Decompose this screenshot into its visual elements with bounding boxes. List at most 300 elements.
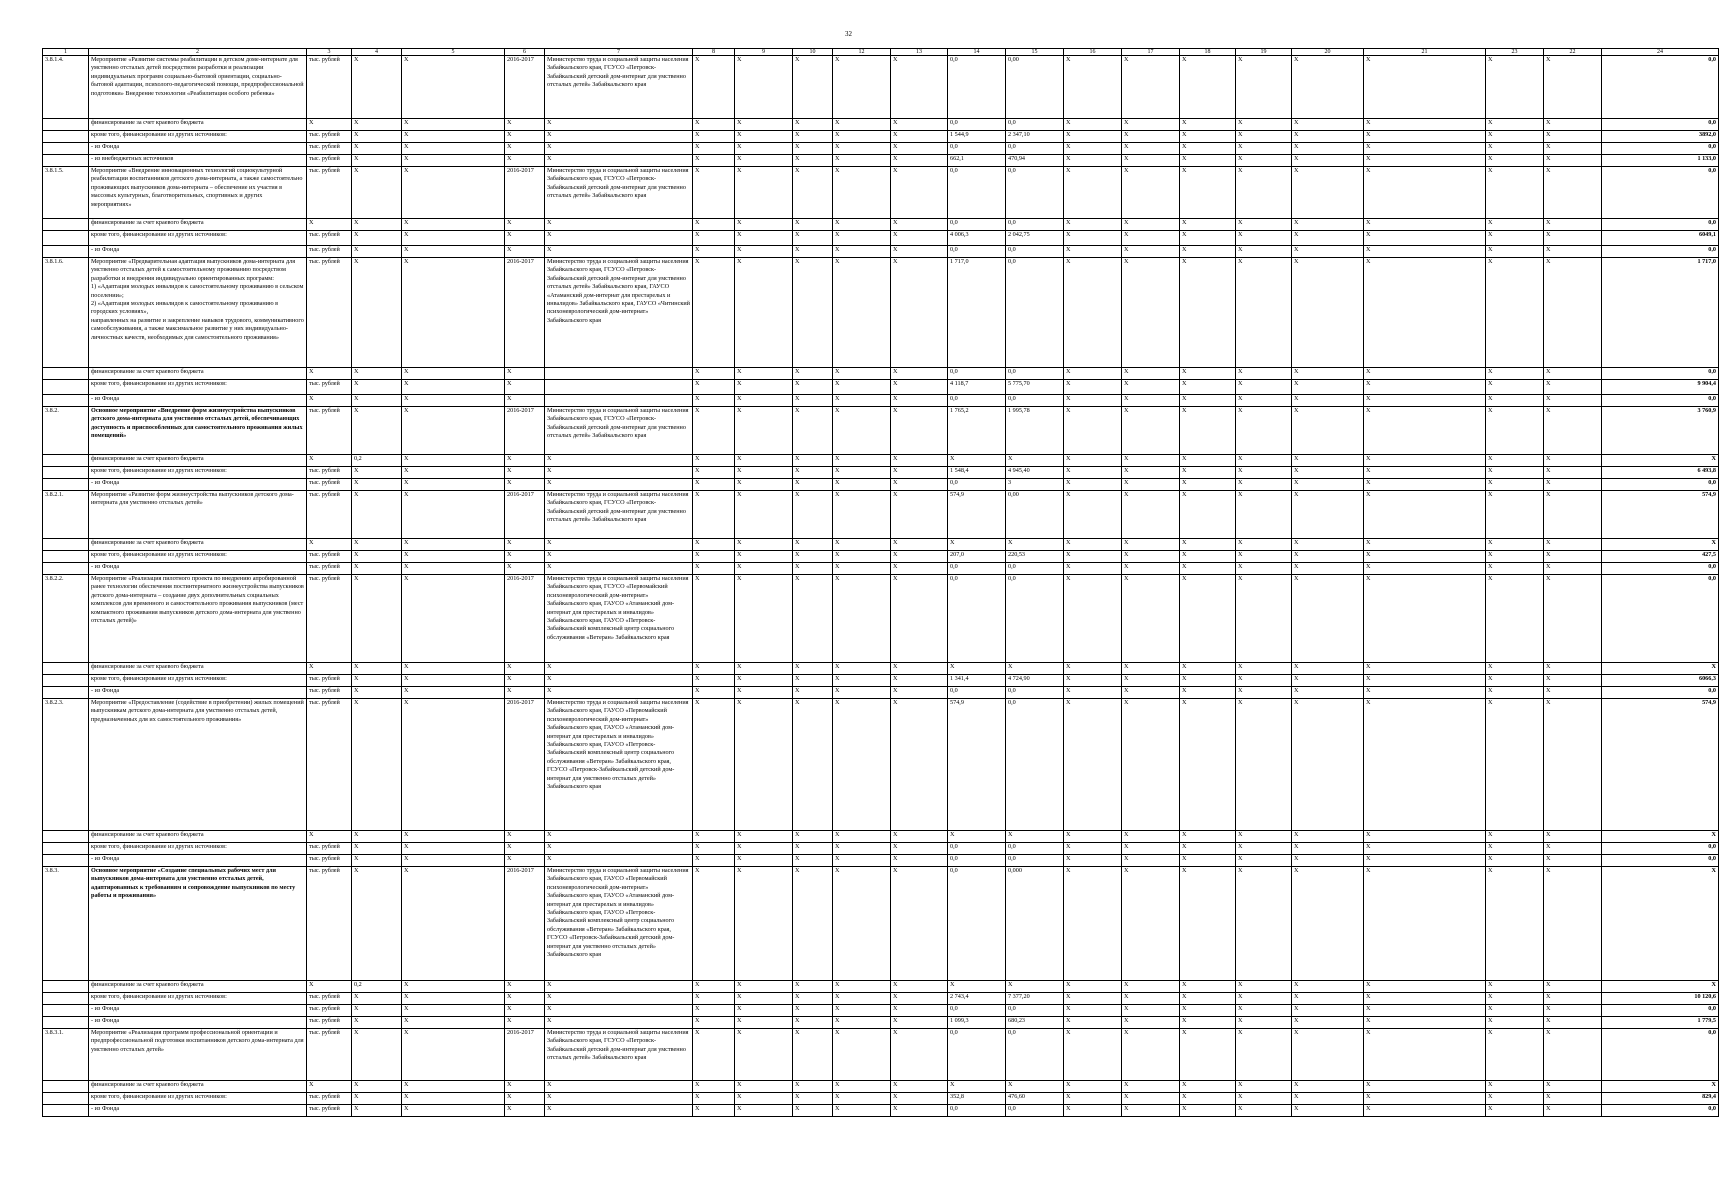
table-cell: 2 347,10 [1006,131,1064,143]
table-cell: 0,0 [948,167,1006,219]
table-cell: X [545,1017,693,1029]
row-total: 829,4 [1602,1093,1719,1105]
table-cell: X [1236,155,1292,167]
table-cell: X [1364,993,1486,1005]
row-description: финансирование за счет краевого бюджета [89,219,307,231]
table-cell: X [693,867,735,981]
table-cell: X [1486,258,1544,368]
table-cell: Министерство труда и социальной защиты населения Забайкальского края, ГСУСО «Первомайский психоневрологический дом-интернат» Забайкальского края, ГАУСО «Атаманский дом-интернат для престарелых и инвалидов» Забайкальского края, ГАУСО «Петровск-Забайкальский комплексный центр социального обслуживания «Ветеран» Забайкальского края [545,575,693,663]
table-cell: X [402,380,505,395]
column-number: 24 [1602,49,1719,56]
table-cell: тыс. рублей [307,246,352,258]
table-cell: X [1364,155,1486,167]
table-cell: X [693,1005,735,1017]
table-row [43,467,1719,479]
table-cell: 0,0 [948,855,1006,867]
table-cell: 1 717,0 [948,258,1006,368]
table-cell: 0,0 [948,395,1006,407]
table-cell: X [1544,1005,1602,1017]
table-cell: X [793,1093,833,1105]
funding-table [42,48,1719,1117]
table-cell: X [1364,246,1486,258]
table-cell: X [402,1093,505,1105]
table-cell: X [505,993,545,1005]
table-cell: X [1064,867,1122,981]
table-cell: X [1486,1005,1544,1017]
table-cell: X [1364,467,1486,479]
table-cell: X [793,143,833,155]
table-cell: тыс. рублей [307,467,352,479]
table-cell: X [1486,491,1544,539]
table-cell: X [307,981,352,993]
table-cell: X [505,231,545,246]
table-cell: X [891,258,948,368]
table-cell: тыс. рублей [307,155,352,167]
row-code: 3.8.2. [43,407,89,455]
table-cell: X [735,575,793,663]
table-cell: X [833,368,891,380]
table-cell: X [948,539,1006,551]
table-cell: X [1122,131,1180,143]
table-cell: X [833,663,891,675]
table-cell: X [735,219,793,231]
column-number: 20 [1292,49,1364,56]
table-cell: X [505,1005,545,1017]
table-cell: X [1292,395,1364,407]
table-row [43,1081,1719,1093]
table-cell: тыс. рублей [307,843,352,855]
table-cell: X [1544,143,1602,155]
table-cell: 662,1 [948,155,1006,167]
row-total: X [1602,831,1719,843]
table-cell: X [352,551,402,563]
table-cell: X [1364,831,1486,843]
table-cell: X [693,131,735,143]
table-cell: X [1486,131,1544,143]
table-cell: X [1064,395,1122,407]
table-cell: X [1292,119,1364,131]
table-cell: X [693,119,735,131]
table-cell: тыс. рублей [307,1005,352,1017]
row-total: 0,0 [1602,119,1719,131]
table-cell: 0,0 [948,1105,1006,1117]
table-cell: X [1064,56,1122,119]
table-cell: X [1364,455,1486,467]
table-cell: X [793,131,833,143]
table-cell: X [891,231,948,246]
table-cell: X [1364,368,1486,380]
table-cell: X [793,687,833,699]
table-cell: X [1122,479,1180,491]
table-cell: X [352,143,402,155]
row-total: 574,9 [1602,699,1719,831]
table-cell: X [1236,831,1292,843]
table-cell: X [735,407,793,455]
table-cell: X [1364,1005,1486,1017]
table-cell: X [891,843,948,855]
table-cell: 220,53 [1006,551,1064,563]
table-cell: X [1064,231,1122,246]
table-cell: 0,0 [1006,246,1064,258]
row-description: Мероприятие «Реализация программ профессиональной ориентации и предпрофессиональной подготовки воспитанников детского дома-интерната для умственно отсталых детей» [89,1029,307,1081]
table-cell: X [545,1105,693,1117]
table-cell: X [352,663,402,675]
row-description: - из внебюджетных источников [89,155,307,167]
table-cell: тыс. рублей [307,675,352,687]
table-cell: X [793,663,833,675]
table-cell: 2016-2017 [505,56,545,119]
table-cell: X [1180,467,1236,479]
table-cell: X [891,395,948,407]
table-row [43,258,1719,368]
table-cell: X [505,1017,545,1029]
table-cell: X [1364,479,1486,491]
table-cell: X [1486,219,1544,231]
table-cell: X [352,246,402,258]
table-cell: 7 377,20 [1006,993,1064,1005]
table-cell: X [352,1081,402,1093]
table-cell: X [1180,1005,1236,1017]
table-cell: тыс. рублей [307,167,352,219]
table-cell: X [735,1081,793,1093]
table-cell: X [1544,131,1602,143]
row-code [43,551,89,563]
table-cell: X [352,1029,402,1081]
table-cell: X [1122,843,1180,855]
row-code [43,479,89,491]
table-cell: 0,0 [948,1029,1006,1081]
table-cell: X [545,1081,693,1093]
table-cell: тыс. рублей [307,491,352,539]
table-cell: X [1180,368,1236,380]
table-cell: Министерство труда и социальной защиты населения Забайкальского края, ГСУСО «Петровск-Забайкальский детский дом-интернат для умственно отсталых детей» Забайкальского края [545,407,693,455]
table-cell: X [735,675,793,687]
table-row [43,395,1719,407]
row-total: 0,0 [1602,246,1719,258]
table-cell: X [1180,843,1236,855]
table-cell: X [1006,663,1064,675]
table-cell: X [1292,867,1364,981]
table-cell: X [1122,663,1180,675]
table-cell: X [693,56,735,119]
table-cell: 0,0 [1006,1005,1064,1017]
table-cell: X [352,1093,402,1105]
table-cell: X [352,395,402,407]
table-cell: X [1236,131,1292,143]
table-cell: X [402,575,505,663]
table-cell: 0,0 [1006,258,1064,368]
table-cell: X [1180,491,1236,539]
table-cell: X [1292,1017,1364,1029]
table-cell: X [1364,687,1486,699]
table-cell: X [1122,407,1180,455]
row-code [43,143,89,155]
table-cell: X [1486,246,1544,258]
row-code [43,246,89,258]
table-cell: X [1292,539,1364,551]
table-cell: 2016-2017 [505,258,545,368]
row-code [43,855,89,867]
table-cell: X [1122,855,1180,867]
table-cell: X [1122,699,1180,831]
table-cell: X [1544,1105,1602,1117]
table-cell: X [735,143,793,155]
table-cell: X [891,687,948,699]
row-description: финансирование за счет краевого бюджета [89,663,307,675]
table-cell: X [307,663,352,675]
row-total: 0,0 [1602,479,1719,491]
table-cell: X [545,246,693,258]
table-cell: X [833,855,891,867]
table-cell: X [1122,455,1180,467]
table-cell: X [402,981,505,993]
table-cell: 1 548,4 [948,467,1006,479]
table-cell: X [1064,155,1122,167]
table-cell: X [1064,219,1122,231]
table-cell: X [1180,663,1236,675]
table-cell: X [1486,1093,1544,1105]
row-description: кроме того, финансирование из других источников: [89,467,307,479]
row-code [43,843,89,855]
table-cell: X [891,56,948,119]
row-code [43,368,89,380]
table-cell: X [545,479,693,491]
row-total: X [1602,981,1719,993]
table-cell: Министерство труда и социальной защиты населения Забайкальского края, ГСУСО «Петровск-Забайкальский детский дом-интернат для умственно отсталых детей» Забайкальского края, ГАУСО «Атаманский дом-интернат для престарелых и инвалидов» Забайкальского края, ГАУСО «Читинский психоневрологический дом-интернат» Забайкальского края [545,258,693,368]
table-cell: X [891,491,948,539]
row-description: - из Фонда [89,479,307,491]
table-cell: X [793,167,833,219]
table-cell: X [1486,843,1544,855]
table-cell: X [1064,407,1122,455]
table-cell: X [1064,246,1122,258]
table-cell: X [693,380,735,395]
column-number: 17 [1122,49,1180,56]
table-cell: 0,0 [1006,1029,1064,1081]
table-cell: X [352,855,402,867]
table-cell: X [891,993,948,1005]
table-cell: X [793,479,833,491]
table-cell: X [1544,491,1602,539]
table-cell: X [1064,143,1122,155]
table-cell: X [735,867,793,981]
table-cell: X [505,843,545,855]
table-cell: 0,0 [1006,563,1064,575]
table-cell: X [891,1029,948,1081]
table-cell: X [1292,1029,1364,1081]
table-cell: X [1544,539,1602,551]
table-cell: X [833,56,891,119]
table-cell: X [505,479,545,491]
table-cell: X [1064,455,1122,467]
table-cell: X [833,1105,891,1117]
table-cell: X [735,467,793,479]
table-cell: 0,2 [352,981,402,993]
column-number: 9 [735,49,793,56]
table-cell: X [1064,1029,1122,1081]
table-cell: X [793,1029,833,1081]
table-cell: X [693,539,735,551]
table-cell: X [545,155,693,167]
table-cell: X [352,1105,402,1117]
row-code [43,455,89,467]
table-cell: 0,0 [1006,575,1064,663]
table-cell: X [833,575,891,663]
table-cell: Министерство труда и социальной защиты населения Забайкальского края, ГСУСО «Петровск-Забайкальский детский дом-интернат для умственно отсталых детей» Забайкальского края [545,1029,693,1081]
table-cell: X [891,479,948,491]
table-row [43,699,1719,831]
table-cell: X [1544,575,1602,663]
table-cell: X [1486,1081,1544,1093]
table-cell: X [1180,131,1236,143]
table-cell: тыс. рублей [307,131,352,143]
table-cell: X [1236,246,1292,258]
table-cell: 0,0 [1006,119,1064,131]
table-row [43,219,1719,231]
table-cell: X [693,575,735,663]
table-cell: X [891,1081,948,1093]
table-cell: X [1180,455,1236,467]
table-cell: X [693,1017,735,1029]
table-cell: X [693,843,735,855]
table-cell: X [1486,1017,1544,1029]
table-cell: X [402,231,505,246]
table-cell: X [1180,479,1236,491]
table-cell: X [402,563,505,575]
table-cell: X [1236,993,1292,1005]
row-description: - из Фонда [89,395,307,407]
table-cell: X [1364,981,1486,993]
table-cell: X [735,1105,793,1117]
table-row [43,551,1719,563]
row-total: X [1602,1081,1719,1093]
table-cell: X [793,1081,833,1093]
table-cell: X [1064,539,1122,551]
table-cell: X [833,675,891,687]
table-cell: X [1236,687,1292,699]
table-cell: X [833,1029,891,1081]
table-cell: X [1292,155,1364,167]
table-cell: X [1364,56,1486,119]
table-cell: X [833,1093,891,1105]
table-cell: X [352,167,402,219]
row-code: 3.8.3.1. [43,1029,89,1081]
table-cell: X [1364,663,1486,675]
table-cell: X [693,675,735,687]
row-description: кроме того, финансирование из других источников: [89,1093,307,1105]
table-cell: X [735,1017,793,1029]
table-cell: X [891,1017,948,1029]
table-cell: X [693,246,735,258]
row-total: X [1602,867,1719,981]
table-cell: X [693,993,735,1005]
row-code: 3.8.1.6. [43,258,89,368]
table-cell: X [402,491,505,539]
table-cell: X [735,993,793,1005]
table-cell: X [1122,231,1180,246]
table-cell: X [545,143,693,155]
row-code [43,539,89,551]
table-cell: тыс. рублей [307,1029,352,1081]
table-cell: X [1486,467,1544,479]
table-cell: X [1364,1081,1486,1093]
table-cell: X [352,231,402,246]
table-cell: X [891,143,948,155]
table-cell: X [1292,491,1364,539]
table-cell: X [545,119,693,131]
table-cell: X [1292,455,1364,467]
row-description: Мероприятие «Реализация пилотного проекта по внедрению апробированной ранее технологии обеспечения постинтернатного жизнеустройства выпускников детского дома-интерната – создание двух дополнительных социальных комплексов для временного и самостоятельного проживания выпускников (мест компактного проживания выпускников детского дома-интерната для умственно отсталых детей)» [89,575,307,663]
table-cell: X [545,981,693,993]
table-cell: X [1364,219,1486,231]
row-total: 0,0 [1602,843,1719,855]
table-cell: X [1122,993,1180,1005]
row-description: кроме того, финансирование из других источников: [89,843,307,855]
table-cell: X [402,1017,505,1029]
row-description: кроме того, финансирование из других источников: [89,380,307,395]
table-cell: X [891,167,948,219]
table-cell: X [1364,407,1486,455]
row-code: 3.8.2.3. [43,699,89,831]
table-cell: X [1236,455,1292,467]
table-row [43,1017,1719,1029]
table-cell: X [1486,368,1544,380]
table-cell: X [735,167,793,219]
table-cell: X [693,231,735,246]
page-number: 32 [845,30,852,38]
table-cell: X [1292,993,1364,1005]
table-cell: 0,0 [1006,143,1064,155]
table-cell: X [833,143,891,155]
row-total: 0,0 [1602,56,1719,119]
table-cell: X [1364,119,1486,131]
table-cell: тыс. рублей [307,258,352,368]
table-cell: X [1180,395,1236,407]
table-cell: X [735,119,793,131]
table-cell: X [693,455,735,467]
table-cell: X [1544,563,1602,575]
table-cell [545,380,693,395]
table-cell: X [1064,1017,1122,1029]
table-cell: X [402,551,505,563]
row-total: 0,0 [1602,563,1719,575]
table-cell: X [545,219,693,231]
table-cell: X [1292,831,1364,843]
table-cell: 0,0 [948,1005,1006,1017]
table-cell: X [1122,395,1180,407]
table-cell: X [1180,155,1236,167]
table-cell: X [1544,1093,1602,1105]
row-total: 427,5 [1602,551,1719,563]
table-cell: 470,94 [1006,155,1064,167]
table-cell: X [693,1081,735,1093]
table-cell: X [1364,843,1486,855]
table-cell: X [1292,687,1364,699]
table-cell: X [1486,479,1544,491]
row-total: 1 133,0 [1602,155,1719,167]
table-cell: X [693,467,735,479]
table-cell: X [735,131,793,143]
table-cell: 2016-2017 [505,407,545,455]
table-cell: 0,2 [352,455,402,467]
row-total: 1 717,0 [1602,258,1719,368]
table-cell: 0,0 [948,143,1006,155]
table-cell: X [793,855,833,867]
table-cell: X [1486,380,1544,395]
table-cell: X [1486,575,1544,663]
table-cell: X [1236,1005,1292,1017]
table-cell: тыс. рублей [307,1093,352,1105]
